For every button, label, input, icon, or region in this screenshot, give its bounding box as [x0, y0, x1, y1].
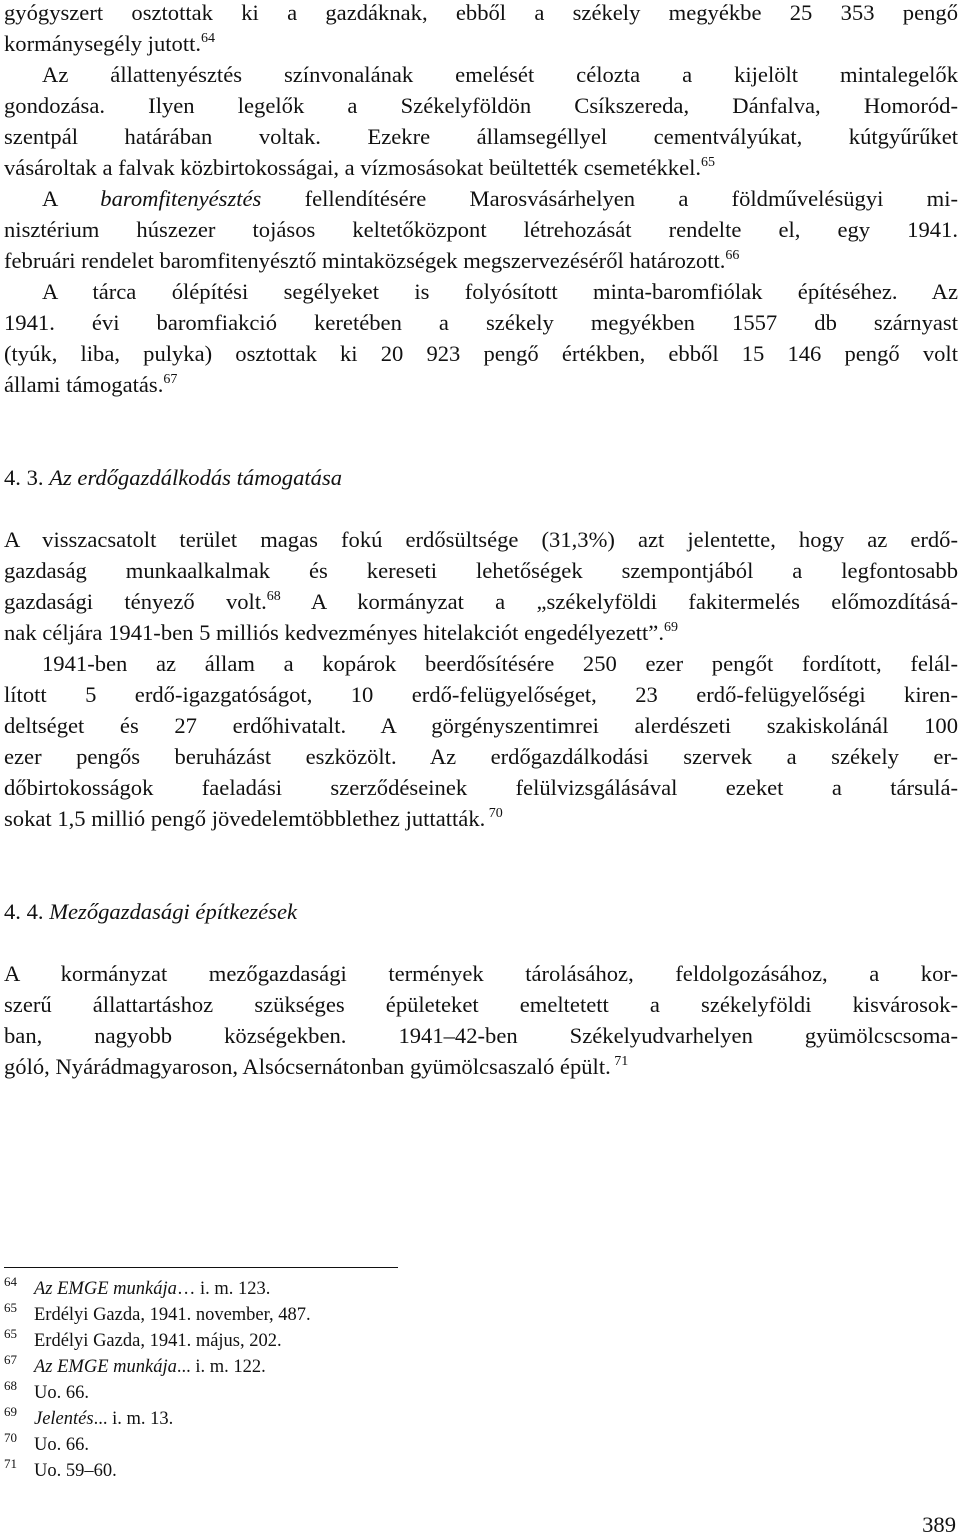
text-line [4, 803, 958, 834]
text-segment: A visszacsatolt terület magas fokú erdősültsége (31,3%) azt jelentette, hogy az erdő- [4, 527, 958, 552]
text-segment: gondozása. Ilyen legelők a Székelyföldön Csíkszereda, Dánfalva, Homoród- [4, 93, 958, 118]
text-segment: kormánysegély jutott. [4, 31, 202, 56]
text-segment: góló, Nyárádmagyaroson, Alsócsernátonban gyümölcsaszaló épült. [4, 1054, 611, 1079]
text-segment: Az állattenyésztés színvonalának emelését célozta a kijelölt mintalegelők [42, 62, 958, 87]
text-segment: sokat 1,5 millió pengő jövedelemtöbblethez juttatták. [4, 806, 486, 831]
text-line [4, 586, 958, 617]
text-line [4, 1020, 958, 1051]
text-line [4, 710, 958, 741]
footnote-number: 64 [4, 1274, 17, 1289]
italic-text: Az EMGE munkája [34, 1357, 177, 1377]
footnote-separator [4, 1267, 398, 1268]
text-segment: A kormányzat a „székelyföldi fakitermelés előmozdításá- [280, 589, 958, 614]
text-line [4, 245, 958, 276]
text-line [4, 28, 958, 59]
text-segment: vásároltak a falvak közbirtokosságai, a vízmosásokat beültették csemetékkel. [4, 155, 702, 180]
text-segment: februári rendelet baromfitenyésztő mintaközségek megszervezéséről határozott. [4, 248, 726, 273]
text-segment: ... i. m. 122. [176, 1357, 266, 1377]
footnote-text [34, 1432, 89, 1458]
text-segment: szentpál határában voltak. Ezekre államsegéllyel cementvályúkat, kútgyűrűket [4, 124, 958, 149]
text-segment: gazdasági tényező volt. [4, 589, 267, 614]
text-line [4, 338, 958, 369]
text-segment: gyógyszert osztottak ki a gazdáknak, ebből a székely megyékbe 25 353 pengő [4, 0, 958, 25]
text-segment: A kormányzat mezőgazdasági termények tárolásához, feldolgozásához, a kor- [4, 961, 958, 986]
text-segment: Erdélyi Gazda, 1941. november, 487. [34, 1305, 311, 1325]
text-segment: 4. 4. [4, 899, 50, 924]
text-segment: gazdaság munkaalkalmak és kereseti lehetőségek szempontjából a legfontosabb [4, 558, 958, 583]
footnote-text [34, 1302, 311, 1328]
section-heading [4, 462, 958, 493]
italic-text: Az erdőgazdálkodás támogatása [49, 465, 343, 490]
footnote-number: 65 [4, 1326, 17, 1341]
footnote-number: 69 [4, 1404, 17, 1419]
text-line [4, 524, 958, 555]
footnote-text [34, 1276, 270, 1302]
text-line [4, 772, 958, 803]
text-line [4, 90, 958, 121]
text-segment: 4. 3. [4, 465, 50, 490]
text-segment: nisztérium húszezer tojásos keltetőközpont létrehozását rendelte el, egy 1941. [4, 217, 958, 242]
text-line [4, 121, 958, 152]
text-line [42, 59, 958, 90]
footnote-number: 71 [4, 1456, 17, 1471]
footnote-reference: 68 [266, 589, 281, 604]
text-line [4, 1051, 958, 1082]
italic-text: Jelentés [34, 1409, 94, 1429]
text-line [4, 741, 958, 772]
footnote-number: 65 [4, 1300, 17, 1315]
footnote-number: 68 [4, 1378, 17, 1393]
footnote-number: 67 [4, 1352, 17, 1367]
text-line [4, 307, 958, 338]
italic-text: baromfitenyésztés [100, 186, 262, 211]
text-segment: ban, nagyobb községekben. 1941–42-ben Székelyudvarhelyen gyümölcscsoma- [4, 1023, 958, 1048]
text-segment: … i. m. 123. [176, 1279, 271, 1299]
text-line [4, 989, 958, 1020]
footnote-reference: 70 [485, 806, 503, 821]
footnote-text [34, 1380, 89, 1406]
text-segment: 1941-ben az állam a kopárok beerdősítésére 250 ezer pengőt fordított, felál- [42, 651, 958, 676]
text-line [4, 958, 958, 989]
footnote-text [34, 1354, 266, 1380]
text-line [4, 617, 958, 648]
text-segment: nak céljára 1941-ben 5 milliós kedvezményes hitelakciót engedélyezett”. [4, 620, 664, 645]
text-segment: dőbirtokosságok faeladási szerződéseinek felülvizsgálásával ezeket a társulá- [4, 775, 958, 800]
text-segment: (tyúk, liba, pulyka) osztottak ki 20 923 pengő értékben, ebből 15 146 pengő volt [4, 341, 958, 366]
footnote-reference: 71 [610, 1054, 629, 1069]
footnote-number: 70 [4, 1430, 17, 1445]
text-segment: ... i. m. 13. [93, 1409, 174, 1429]
page-number: 389 [922, 1512, 956, 1537]
footnote-reference: 65 [701, 155, 716, 170]
text-line [4, 214, 958, 245]
text-line [4, 152, 958, 183]
text-segment: Erdélyi Gazda, 1941. május, 202. [34, 1331, 282, 1351]
footnote-reference: 69 [663, 620, 678, 635]
text-segment: A tárca ólépítési segélyeket is folyósított minta-baromfiólak építéséhez. Az [42, 279, 958, 304]
text-segment: ezer pengős beruházást eszközölt. Az erdőgazdálkodási szervek a székely er- [4, 744, 958, 769]
text-segment: Uo. 59–60. [34, 1461, 117, 1481]
footnote-reference: 66 [725, 248, 740, 263]
text-line [4, 555, 958, 586]
text-segment: deltséget és 27 erdőhivatalt. A görgényszentimrei alerdészeti szakiskolánál 100 [4, 713, 958, 738]
footnote-reference: 64 [201, 31, 216, 46]
text-segment: szerű állattartáshoz szükséges épületeket emeltetett a székelyföldi kisvárosok- [4, 992, 958, 1017]
footnote-text [34, 1458, 117, 1484]
italic-text: Az EMGE munkája [34, 1279, 177, 1299]
text-segment: A [42, 186, 101, 211]
footnote-text [34, 1328, 282, 1354]
section-heading [4, 896, 958, 927]
footnote-text [34, 1406, 173, 1432]
italic-text: Mezőgazdasági építkezések [49, 899, 298, 924]
text-line [42, 183, 958, 214]
text-line [4, 369, 958, 400]
text-segment: Uo. 66. [34, 1435, 89, 1455]
text-line [42, 648, 958, 679]
text-segment: 1941. évi baromfiakció keretében a székely megyékben 1557 db szárnyast [4, 310, 958, 335]
text-line [42, 276, 958, 307]
text-segment: Uo. 66. [34, 1383, 89, 1403]
text-segment: fellendítésére Marosvásárhelyen a földművelésügyi mi- [261, 186, 959, 211]
text-line [4, 679, 958, 710]
text-segment: állami támogatás. [4, 372, 164, 397]
footnote-reference: 67 [163, 372, 178, 387]
text-segment: lított 5 erdő-igazgatóságot, 10 erdő-felügyelőséget, 23 erdő-felügyelőségi kiren- [4, 682, 958, 707]
text-line [4, 0, 958, 28]
